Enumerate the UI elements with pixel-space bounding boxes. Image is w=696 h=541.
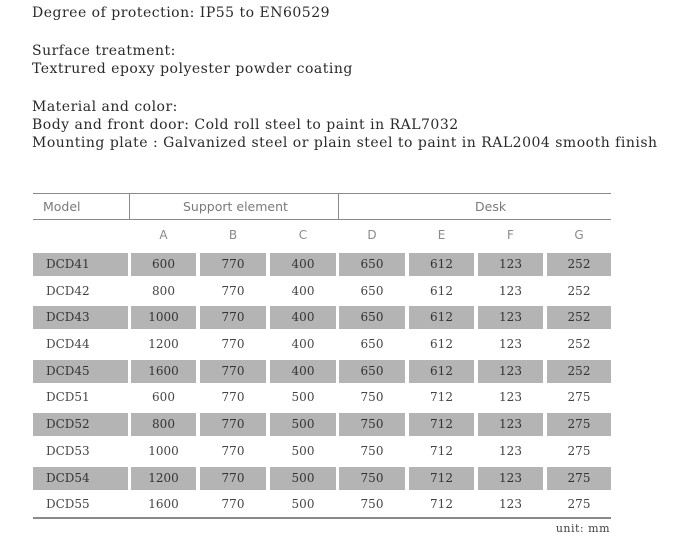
model-cell: DCD53 <box>46 443 90 458</box>
value-cell: 612 <box>430 337 453 352</box>
header-desk: Desk <box>475 199 507 214</box>
value-cell: 650 <box>360 283 384 298</box>
value-cell: 612 <box>430 283 453 298</box>
value-cell: 650 <box>339 306 405 329</box>
value-cell: 123 <box>499 337 522 352</box>
value-cell: 750 <box>360 443 384 458</box>
value-cell: 400 <box>270 306 336 329</box>
model-cell: DCD45 <box>33 360 128 383</box>
model-cell: DCD44 <box>46 337 90 352</box>
column-label: B <box>228 228 238 242</box>
value-cell: 650 <box>360 337 384 352</box>
value-cell: 650 <box>339 360 405 383</box>
value-cell: 712 <box>430 497 453 512</box>
table-row <box>33 331 611 358</box>
column-label: F <box>507 228 514 242</box>
header-divider <box>338 194 339 219</box>
value-cell: 750 <box>339 413 405 436</box>
value-cell: 1600 <box>148 497 179 512</box>
column-letters <box>33 220 611 251</box>
table-bottom-rule <box>33 517 611 519</box>
value-cell: 770 <box>221 390 245 405</box>
model-cell: DCD41 <box>33 253 128 276</box>
value-cell: 770 <box>221 337 245 352</box>
spec-protection <box>32 4 330 22</box>
value-cell: 252 <box>567 283 591 298</box>
value-cell: 275 <box>547 413 611 436</box>
value-cell: 123 <box>499 497 522 512</box>
model-cell: DCD54 <box>33 467 128 490</box>
value-cell: 800 <box>152 283 175 298</box>
value-cell: 750 <box>339 467 405 490</box>
value-cell: 123 <box>478 467 543 490</box>
value-cell: 275 <box>567 443 591 458</box>
value-cell: 252 <box>547 306 611 329</box>
value-cell: 750 <box>360 497 384 512</box>
value-cell: 770 <box>200 253 266 276</box>
value-cell: 770 <box>200 360 266 383</box>
value-cell: 1600 <box>131 360 196 383</box>
value-cell: 252 <box>567 337 591 352</box>
value-cell: 400 <box>291 283 315 298</box>
surface-title: Surface treatment: <box>32 43 176 59</box>
value-cell: 712 <box>430 443 453 458</box>
material-plate: Mounting plate : Galvanized steel or plain steel to paint in RAL2004 smooth finish <box>32 135 658 151</box>
spec-surface <box>32 42 353 78</box>
value-cell: 770 <box>221 283 245 298</box>
value-cell: 500 <box>270 413 336 436</box>
column-label: A <box>159 228 168 242</box>
value-cell: 712 <box>409 467 474 490</box>
value-cell: 1000 <box>131 306 196 329</box>
value-cell: 252 <box>547 253 611 276</box>
value-cell: 770 <box>200 306 266 329</box>
value-cell: 400 <box>270 253 336 276</box>
protection-text: Degree of protection: IP55 to EN60529 <box>32 5 331 21</box>
table-row <box>33 465 611 492</box>
value-cell: 123 <box>499 390 522 405</box>
value-cell: 650 <box>339 253 405 276</box>
value-cell: 612 <box>409 360 474 383</box>
value-cell: 612 <box>409 306 474 329</box>
value-cell: 612 <box>409 253 474 276</box>
value-cell: 400 <box>291 337 315 352</box>
model-cell: DCD55 <box>46 497 90 512</box>
dimensions-table <box>33 193 611 518</box>
model-cell: DCD51 <box>46 390 90 405</box>
value-cell: 275 <box>567 497 591 512</box>
material-body: Body and front door: Cold roll steel to paint in RAL7032 <box>32 117 459 133</box>
unit-note: unit: mm <box>555 522 610 535</box>
surface-value: Textrured epoxy polyester powder coating <box>32 61 353 77</box>
value-cell: 500 <box>270 467 336 490</box>
value-cell: 770 <box>200 467 266 490</box>
table-header <box>33 193 611 220</box>
table-body <box>33 251 611 518</box>
value-cell: 500 <box>291 443 315 458</box>
value-cell: 123 <box>478 253 543 276</box>
value-cell: 400 <box>270 360 336 383</box>
model-cell: DCD52 <box>33 413 128 436</box>
table-row <box>33 411 611 438</box>
column-label: C <box>298 228 308 242</box>
column-label: G <box>574 228 584 242</box>
value-cell: 500 <box>291 497 315 512</box>
value-cell: 712 <box>430 390 453 405</box>
value-cell: 123 <box>499 443 522 458</box>
value-cell: 1000 <box>148 443 179 458</box>
value-cell: 1200 <box>131 467 196 490</box>
value-cell: 275 <box>567 390 591 405</box>
table-row <box>33 278 611 305</box>
value-cell: 123 <box>478 306 543 329</box>
value-cell: 770 <box>200 413 266 436</box>
value-cell: 275 <box>547 467 611 490</box>
table-row <box>33 438 611 465</box>
value-cell: 750 <box>360 390 384 405</box>
table-row <box>33 358 611 385</box>
value-cell: 770 <box>221 497 245 512</box>
value-cell: 1200 <box>148 337 179 352</box>
model-cell: DCD43 <box>33 306 128 329</box>
header-model: Model <box>43 199 81 214</box>
value-cell: 800 <box>131 413 196 436</box>
table-row <box>33 251 611 278</box>
table-row <box>33 384 611 411</box>
value-cell: 500 <box>291 390 315 405</box>
header-divider <box>129 194 130 219</box>
model-cell: DCD42 <box>46 283 90 298</box>
value-cell: 712 <box>409 413 474 436</box>
table-row <box>33 304 611 331</box>
table-row <box>33 491 611 518</box>
value-cell: 123 <box>478 360 543 383</box>
value-cell: 123 <box>478 413 543 436</box>
material-title: Material and color: <box>32 99 178 115</box>
value-cell: 123 <box>499 283 522 298</box>
column-label: E <box>437 228 446 242</box>
value-cell: 252 <box>547 360 611 383</box>
value-cell: 770 <box>221 443 245 458</box>
column-label: D <box>367 228 377 242</box>
spec-material <box>32 98 658 152</box>
value-cell: 600 <box>152 390 175 405</box>
value-cell: 600 <box>131 253 196 276</box>
header-support-element: Support element <box>183 199 288 214</box>
